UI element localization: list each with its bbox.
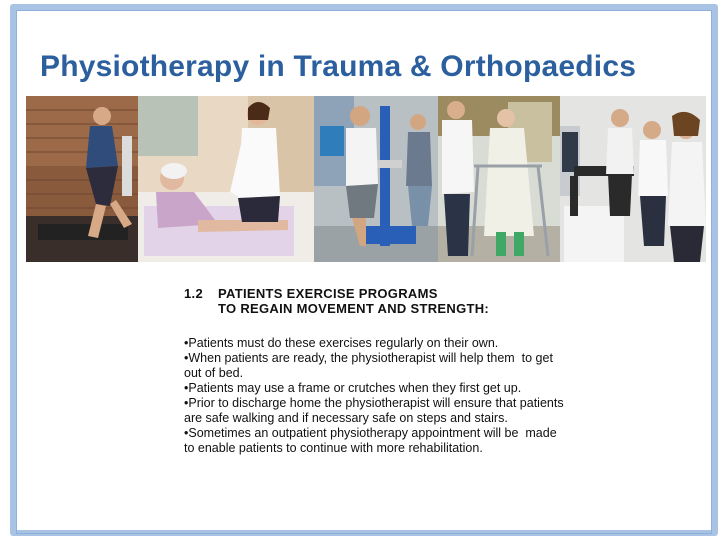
exercise-programs-section	[184, 286, 564, 456]
section-heading-line2: TO REGAIN MOVEMENT AND STRENGTH:	[218, 301, 490, 316]
section-number: 1.2	[184, 286, 203, 301]
treadmill-exercise-photo	[26, 96, 138, 262]
bedside-physio-photo	[138, 96, 314, 262]
walking-frame-photo	[438, 96, 560, 262]
section-heading-line1: PATIENTS EXERCISE PROGRAMS	[218, 286, 438, 301]
photo-strip	[26, 96, 706, 262]
slide-title: Physiotherapy in Trauma & Orthopaedics	[40, 50, 637, 83]
bullet-item: •Patients may use a frame or crutches when they first get up.	[184, 381, 522, 395]
bullet-item: •Prior to discharge home the physiotherapist will ensure that patients are safe walking and if necessary safe on steps and stairs.	[184, 396, 564, 425]
bullet-item: •Patients must do these exercises regularly on their own.	[184, 336, 499, 350]
section-heading	[184, 286, 564, 301]
gym-assessment-photo	[560, 96, 706, 262]
standing-frame-photo	[314, 96, 438, 262]
bullet-item: •When patients are ready, the physiotherapist will help them to get out of bed.	[184, 351, 553, 380]
bullet-item: •Sometimes an outpatient physiotherapy appointment will be made to enable patients to continue with more rehabilitation.	[184, 426, 557, 455]
